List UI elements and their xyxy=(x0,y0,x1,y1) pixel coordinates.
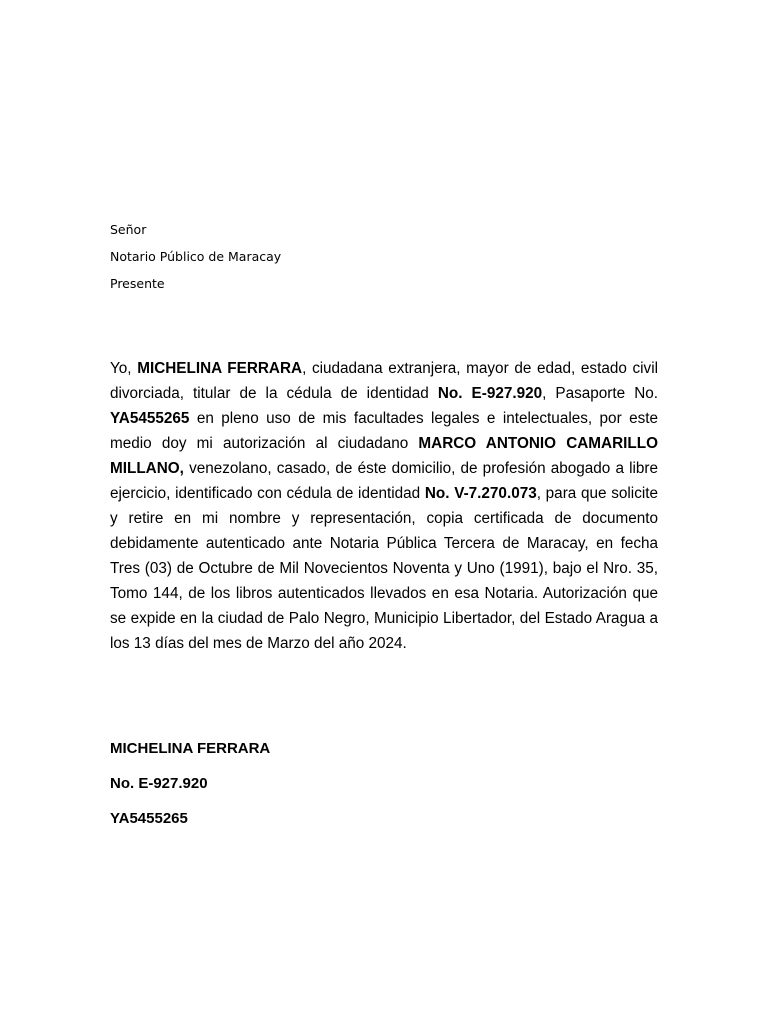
authorization-paragraph xyxy=(110,356,658,656)
body-text-segment: , ciudadana extranjera, mayor de edad, estado civil divorciada, titular de la cédula de identidad xyxy=(110,360,658,402)
attorney-id-number: No. V-7.270.073 xyxy=(424,485,537,502)
grantor-name: MICHELINA FERRARA xyxy=(137,360,303,377)
signature-passport: YA5455265 xyxy=(110,810,188,827)
addressee-presente: Presente xyxy=(110,276,165,291)
signature-id-number: No. E-927.920 xyxy=(110,775,208,792)
body-text-segment: , para que solicite y retire en mi nombre y representación, copia certificada de documento debidamente autenticado ante Notaria Pública Tercera de Maracay, en fecha Tres (03) de Octubre de Mil Novecientos Noventa y Uno (1991), bajo el Nro. 35, Tomo 144, de los libros autenticados llevados en esa Notaria. Autorización que se expide en la ciudad de Palo Negro, Municipio Libertador, del Estado Aragua a los 13 días del mes de Marzo del año 2024. xyxy=(110,485,658,652)
signature-name: MICHELINA FERRARA xyxy=(110,740,271,757)
body-text-segment: , Pasaporte No. xyxy=(542,385,658,402)
addressee-salutation: Señor xyxy=(110,222,147,237)
signature-block xyxy=(110,739,270,844)
body-text-segment: Yo, xyxy=(110,360,138,377)
body-text-segment: venezolano, casado, de éste domicilio, de profesión abogado a libre ejercicio, identificado con cédula de identidad xyxy=(110,460,658,502)
attorney-name: MARCO ANTONIO CAMARILLO MILLANO, xyxy=(110,435,658,477)
grantor-id-number: No. E-927.920 xyxy=(437,385,543,402)
grantor-passport: YA5455265 xyxy=(110,410,190,427)
addressee-recipient: Notario Público de Maracay xyxy=(110,249,282,264)
body-text-segment: en pleno uso de mis facultades legales e intelectuales, por este medio doy mi autorización al ciudadano xyxy=(110,410,658,452)
addressee-block xyxy=(110,222,281,303)
